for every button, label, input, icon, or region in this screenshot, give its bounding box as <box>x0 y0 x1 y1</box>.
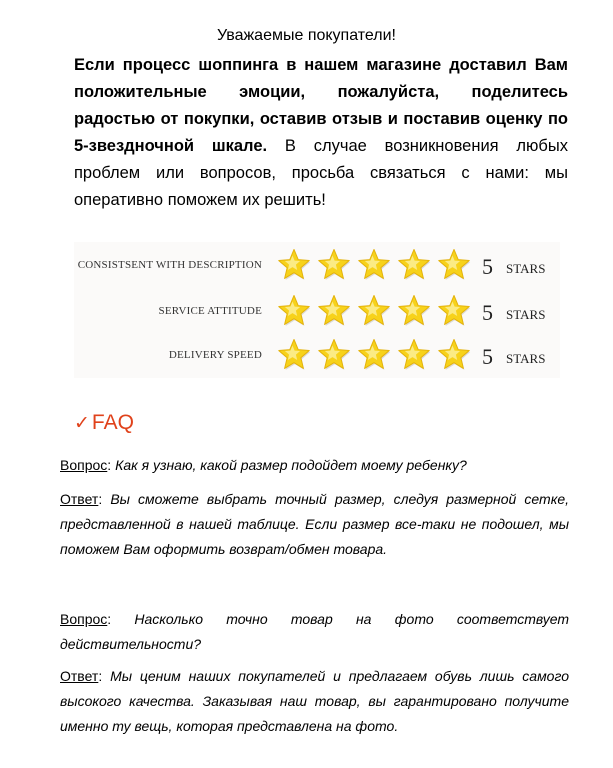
rating-label: DELIVERY SPEED <box>168 349 262 361</box>
star-icon <box>397 338 431 372</box>
rating-unit: STARS <box>506 307 546 322</box>
star-icon <box>317 338 351 372</box>
rating-panel <box>74 242 560 378</box>
star-rating <box>277 291 477 331</box>
faq-answer <box>60 487 569 562</box>
question-label: Вопрос <box>60 611 108 627</box>
star-icon <box>437 294 471 328</box>
label-separator: : <box>98 668 111 684</box>
faq-title: FAQ <box>91 411 134 434</box>
intro-normal-text: В случае возникновения любых проблем или вопросов, просьба связаться с нами: мы оперативно поможем их решить! <box>74 137 568 209</box>
rating-row-delivery <box>74 335 560 375</box>
star-icon <box>397 248 431 282</box>
label-separator: : <box>107 611 135 627</box>
faq-answer <box>60 664 569 739</box>
star-rating <box>277 335 477 375</box>
rating-count: 5 <box>482 254 493 279</box>
star-icon <box>357 294 391 328</box>
question-label: Вопрос <box>60 457 108 473</box>
rating-label: SERVICE ATTITUDE <box>158 305 262 317</box>
question-text: Как я узнаю, какой размер подойдет моему ребенку? <box>115 457 467 473</box>
star-rating <box>277 245 477 285</box>
star-icon <box>397 294 431 328</box>
star-icon <box>277 294 311 328</box>
rating-unit: STARS <box>506 261 546 276</box>
star-icon <box>317 248 351 282</box>
answer-label: Ответ <box>60 668 99 684</box>
rating-unit: STARS <box>506 351 546 366</box>
faq-question <box>60 607 569 657</box>
faq-question <box>60 453 569 478</box>
label-separator: : <box>107 457 116 473</box>
rating-count: 5 <box>482 344 493 369</box>
rating-row-description <box>74 245 560 285</box>
star-icon <box>277 338 311 372</box>
question-text: Насколько точно товар на фото соответствует действительности? <box>60 611 570 652</box>
checkmark-icon: ✓ <box>74 413 90 434</box>
label-separator: : <box>98 491 111 507</box>
intro-bold-text: Если процесс шоппинга в нашем магазине доставил Вам положительные эмоции, пожалуйста, поделитесь радостью от покупки, оставив отзыв и поставив оценку по 5-звездночной шкале. <box>74 56 568 155</box>
rating-label: CONSISTSENT WITH DESCRIPTION <box>77 259 262 271</box>
star-icon <box>437 248 471 282</box>
faq-heading <box>74 410 134 437</box>
star-icon <box>357 248 391 282</box>
answer-text: Вы сможете выбрать точный размер, следуя размерной сетке, представленной в нашей таблице. Если размер все-таки не подошел, мы поможем Вам оформить возврат/обмен товара. <box>60 491 569 557</box>
answer-label: Ответ <box>60 491 99 507</box>
answer-text: Мы ценим наших покупателей и предлагаем обувь лишь самого высокого качества. Заказывая наш товар, вы гарантировано получите именно ту вещь, которая представлена на фото. <box>60 668 569 734</box>
star-icon <box>437 338 471 372</box>
star-icon <box>357 338 391 372</box>
star-icon <box>277 248 311 282</box>
intro-paragraph <box>74 52 568 214</box>
rating-row-service <box>74 291 560 331</box>
greeting-heading: Уважаемые покупатели! <box>216 27 396 44</box>
rating-count: 5 <box>482 300 493 325</box>
star-icon <box>317 294 351 328</box>
